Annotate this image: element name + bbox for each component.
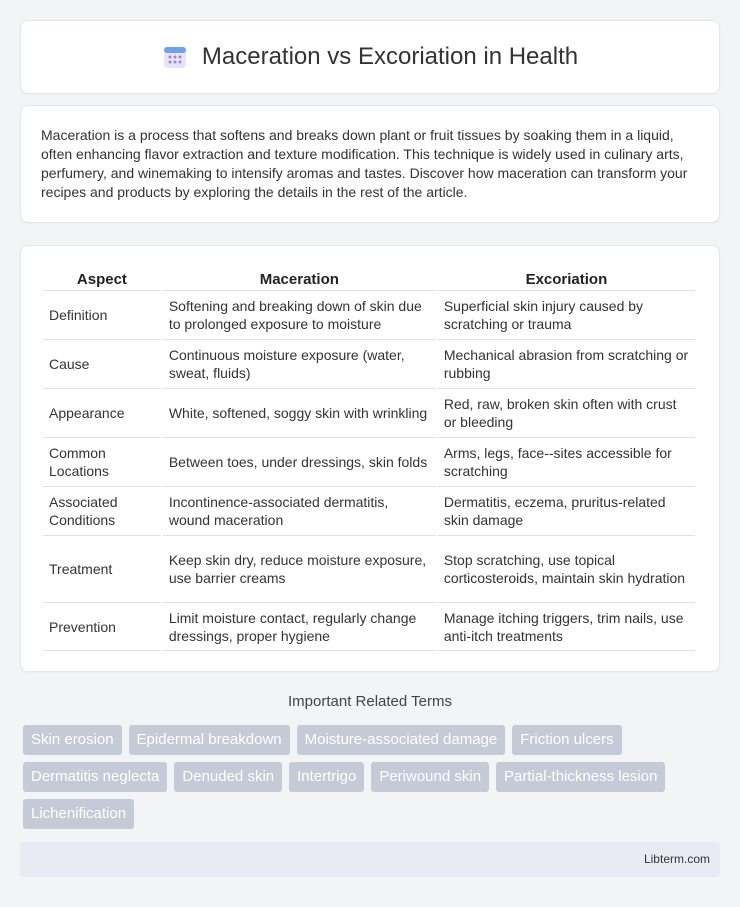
cell-aspect: Cause: [43, 339, 161, 388]
cell-maceration: Keep skin dry, reduce moisture exposure, use barrier creams: [163, 535, 436, 602]
intro-card: [20, 105, 720, 223]
cell-aspect: Treatment: [43, 535, 161, 602]
tag-skin-erosion[interactable]: Skin erosion: [23, 725, 122, 755]
tag-intertrigo[interactable]: Intertrigo: [289, 762, 364, 792]
page-title: Maceration vs Excoriation in Health: [201, 43, 579, 70]
table-row: [43, 535, 695, 602]
cell-excoriation: Dermatitis, eczema, pruritus-related skin damage: [438, 486, 695, 535]
table-row: [43, 486, 695, 535]
table-header-row: [43, 268, 695, 290]
cell-maceration: Limit moisture contact, regularly change dressings, proper hygiene: [163, 602, 436, 651]
tag-partial-thickness-lesion[interactable]: Partial-thickness lesion: [496, 762, 665, 792]
tag-epidermal-breakdown[interactable]: Epidermal breakdown: [129, 725, 290, 755]
cell-aspect: Common Locations: [43, 437, 161, 486]
column-header-maceration: Maceration: [259, 271, 339, 288]
cell-excoriation: Manage itching triggers, trim nails, use anti-itch treatments: [438, 602, 695, 651]
cell-maceration: Incontinence-associated dermatitis, wound maceration: [163, 486, 436, 535]
table-row: [43, 290, 695, 339]
related-terms-title: Important Related Terms: [288, 693, 452, 710]
cell-maceration: Continuous moisture exposure (water, sweat, fluids): [163, 339, 436, 388]
cell-aspect: Associated Conditions: [43, 486, 161, 535]
footer-site-link[interactable]: Libterm.com: [643, 852, 710, 866]
comparison-table-card: [20, 245, 720, 672]
column-header-aspect: Aspect: [76, 271, 127, 288]
intro-paragraph: Maceration is a process that softens and breaks down plant or fruit tissues by soaking them in a liquid, often enhancing flavor extraction and texture modification. This technique is widely used in culinary arts, perfumery, and winemaking to intensify aromas and tastes. Discover how maceration can transform your recipes and products by exploring the details in the rest of the article.: [41, 127, 688, 200]
cell-excoriation: Stop scratching, use topical corticosteroids, maintain skin hydration: [438, 535, 695, 602]
tag-friction-ulcers[interactable]: Friction ulcers: [512, 725, 621, 755]
tag-dermatitis-neglecta[interactable]: Dermatitis neglecta: [23, 762, 167, 792]
related-terms-tags: [23, 725, 713, 829]
cell-excoriation: Superficial skin injury caused by scratching or trauma: [438, 290, 695, 339]
cell-excoriation: Red, raw, broken skin often with crust or bleeding: [438, 388, 695, 437]
header-card: [20, 20, 720, 94]
table-row: [43, 437, 695, 486]
footer: [20, 842, 720, 877]
cell-aspect: Appearance: [43, 388, 161, 437]
calendar-grid-icon: [162, 44, 188, 70]
comparison-table: [41, 268, 697, 651]
tag-denuded-skin[interactable]: Denuded skin: [174, 762, 282, 792]
column-header-excoriation: Excoriation: [525, 271, 608, 288]
cell-maceration: White, softened, soggy skin with wrinkling: [163, 388, 436, 437]
table-row: [43, 602, 695, 651]
table-row: [43, 388, 695, 437]
cell-aspect: Prevention: [43, 602, 161, 651]
cell-excoriation: Arms, legs, face--sites accessible for scratching: [438, 437, 695, 486]
table-row: [43, 339, 695, 388]
tag-lichenification[interactable]: Lichenification: [23, 799, 134, 829]
cell-maceration: Softening and breaking down of skin due to prolonged exposure to moisture: [163, 290, 436, 339]
title-wrap: [162, 43, 578, 71]
cell-excoriation: Mechanical abrasion from scratching or rubbing: [438, 339, 695, 388]
cell-maceration: Between toes, under dressings, skin folds: [163, 437, 436, 486]
cell-aspect: Definition: [43, 290, 161, 339]
tag-moisture-associated-damage[interactable]: Moisture-associated damage: [297, 725, 506, 755]
tag-periwound-skin[interactable]: Periwound skin: [371, 762, 489, 792]
